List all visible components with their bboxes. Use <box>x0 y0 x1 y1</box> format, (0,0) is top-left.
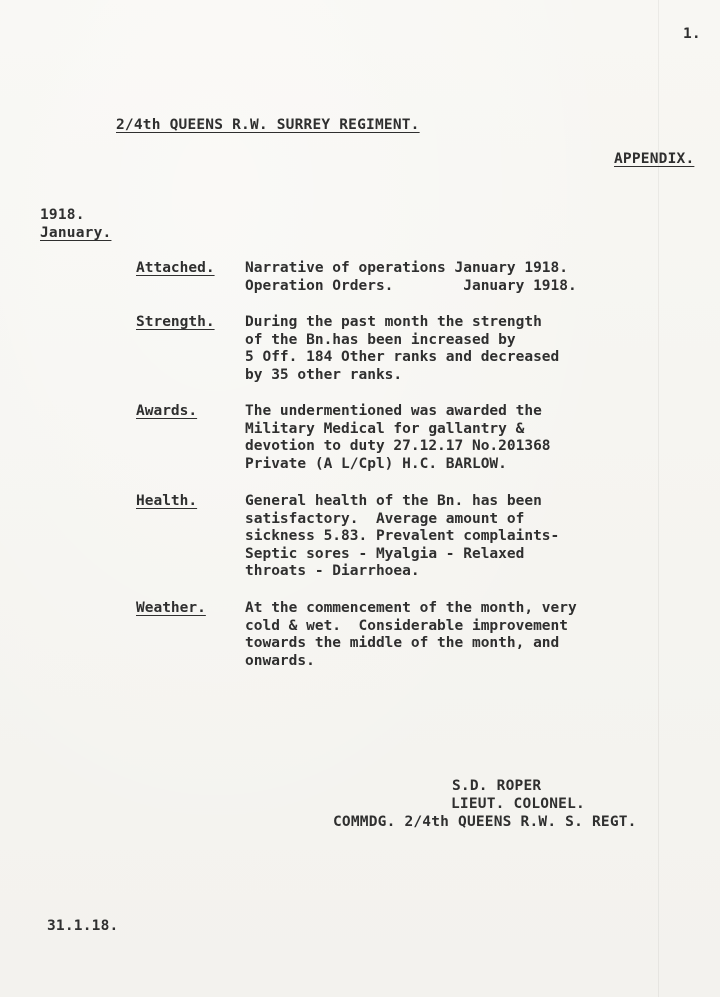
entry-line: Narrative of operations January 1918. <box>245 260 569 276</box>
entry-label-weather: Weather. <box>136 600 206 616</box>
regiment-heading: 2/4th QUEENS R.W. SURREY REGIMENT. <box>116 117 420 133</box>
footer-date: 31.1.18. <box>47 918 119 934</box>
entry-label-awards: Awards. <box>136 403 198 419</box>
paper-fold-line <box>658 0 659 997</box>
signature-rank: LIEUT. COLONEL. <box>451 796 585 812</box>
entry-line: Operation Orders. January 1918. <box>245 277 577 294</box>
entry-line: Military Medical for gallantry & <box>245 420 525 437</box>
entry-line: by 35 other ranks. <box>245 366 403 383</box>
appendix-label: APPENDIX. <box>614 151 695 167</box>
entry-label-health: Health. <box>136 493 198 509</box>
entry-label-strength: Strength. <box>136 314 215 330</box>
entry-line: devotion to duty 27.12.17 No.201368 <box>245 438 551 454</box>
entry-line: towards the middle of the month, and <box>245 635 560 651</box>
entry-body-health <box>245 493 559 581</box>
entry-line: throats - Diarrhoea. <box>245 563 420 579</box>
entry-line: Septic sores - Myalgia - Relaxed <box>245 545 525 562</box>
date-year: 1918. <box>40 207 85 223</box>
entry-body-strength <box>245 314 559 384</box>
signature-name: S.D. ROPER <box>452 778 542 794</box>
entry-line: onwards. <box>245 652 315 669</box>
entry-line: The undermentioned was awarded the <box>245 403 542 419</box>
entry-label-attached: Attached. <box>136 260 215 276</box>
date-month: January. <box>40 225 112 241</box>
entry-body-attached <box>245 260 577 295</box>
entry-line: During the past month the strength <box>245 314 542 330</box>
entry-line: sickness 5.83. Prevalent complaints- <box>245 528 560 544</box>
page-number: 1. <box>683 26 701 42</box>
entry-line: of the Bn.has been increased by <box>245 331 516 348</box>
entry-line: 5 Off. 184 Other ranks and decreased <box>245 349 560 365</box>
entry-body-weather <box>245 600 577 670</box>
entry-line: Private (A L/Cpl) H.C. BARLOW. <box>245 455 507 472</box>
entry-line: General health of the Bn. has been <box>245 493 542 509</box>
entry-line: cold & wet. Considerable improvement <box>245 617 569 634</box>
entry-body-awards <box>245 403 551 473</box>
entry-line: At the commencement of the month, very <box>245 600 577 616</box>
entry-line: satisfactory. Average amount of <box>245 510 525 527</box>
signature-command: COMMDG. 2/4th QUEENS R.W. S. REGT. <box>333 814 637 830</box>
